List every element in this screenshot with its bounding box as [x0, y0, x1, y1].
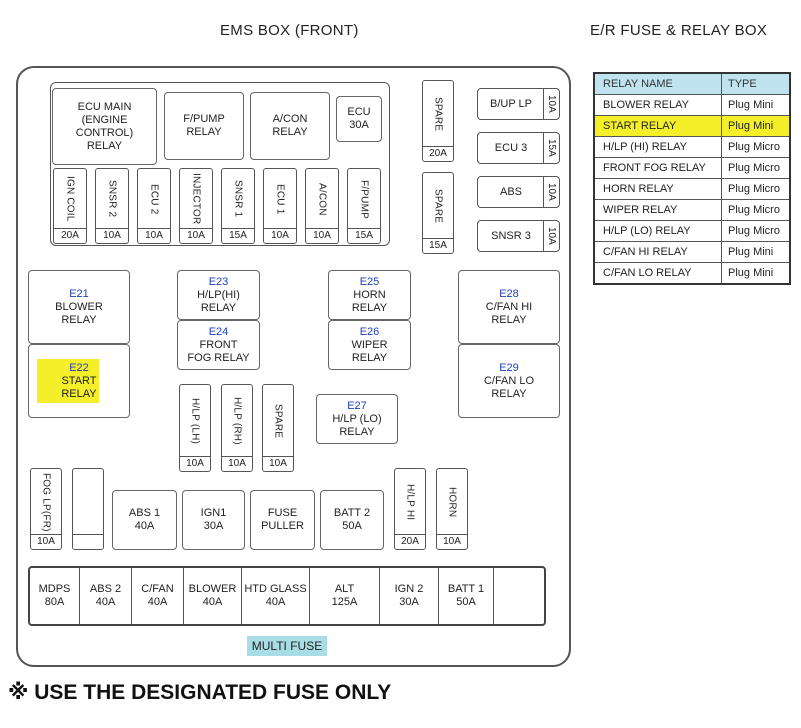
fuse-ecu-1 — [263, 168, 297, 244]
table-row — [594, 242, 790, 263]
relay-e21-code: E21 — [69, 287, 89, 300]
block-ign1-line2: 30A — [203, 520, 224, 532]
multi-fuse-batt-1-line2: 50A — [456, 596, 476, 608]
relay-e29-line2: RELAY — [491, 387, 527, 400]
fuse-hlp-hi-label: H/LP HI — [404, 483, 416, 521]
fuse-hlp-rh-label: H/LP (RH) — [231, 397, 243, 445]
fuse-spare-20a-label: SPARE — [432, 96, 444, 132]
multi-fuse-batt-1-line1: BATT 1 — [447, 583, 485, 595]
relay-e21-line1: BLOWER — [55, 300, 103, 313]
ems-box-title: EMS BOX (FRONT) — [220, 22, 359, 39]
fpump-relay-line2: RELAY — [186, 126, 222, 138]
fuse-ecu-3-label: ECU 3 — [494, 141, 528, 154]
relay-e25-line1: HORN — [353, 288, 386, 301]
relay-e27-line1: H/LP (LO) — [332, 412, 382, 425]
multi-fuse-cfan — [132, 568, 184, 624]
relay-row-name: FRONT FOG RELAY — [594, 158, 722, 179]
block-batt-2-line1: BATT 2 — [333, 507, 371, 519]
relay-e28-line2: RELAY — [491, 313, 527, 326]
relay-name-header: RELAY NAME — [594, 73, 722, 95]
acon-relay-line1: A/CON — [272, 113, 308, 125]
er-box-title: E/R FUSE & RELAY BOX — [590, 22, 768, 39]
multi-fuse-blower — [184, 568, 242, 624]
table-row — [594, 263, 790, 285]
relay-e22-start — [28, 344, 130, 418]
fuse-hlp-lh-amp: 10A — [180, 456, 210, 471]
ecu-30a-fuse — [336, 96, 382, 142]
fuse-spare-20a-amp: 20A — [423, 146, 453, 161]
fuse-hlp-hi-amp: 20A — [395, 534, 425, 549]
fuse-ecu-1-amp: 10A — [264, 228, 296, 243]
designated-fuse-notice: ※ USE THE DESIGNATED FUSE ONLY — [8, 681, 392, 704]
fuse-snsr-3 — [477, 220, 560, 252]
relay-row-type: Plug Micro — [722, 179, 791, 200]
multi-fuse-htd-glass-line2: 40A — [265, 596, 286, 608]
ecu-main-relay — [52, 88, 157, 165]
relay-e28-line1: C/FAN HI — [485, 300, 533, 313]
fuse-fog-lp-fr-amp: 10A — [31, 534, 61, 549]
multi-fuse-cfan-line2: 40A — [147, 596, 168, 608]
relay-e29-cfan-lo — [458, 344, 560, 418]
relay-e28-cfan-hi — [458, 270, 560, 344]
fuse-ecu-2 — [137, 168, 171, 244]
multi-fuse-alt — [310, 568, 380, 624]
table-row — [594, 179, 790, 200]
fuse-injector — [179, 168, 213, 244]
fuse-spare-10a-label: SPARE — [272, 403, 284, 439]
relay-row-type: Plug Micro — [722, 137, 791, 158]
relay-e23-hlp-hi — [177, 270, 260, 320]
relay-e27-hlp-lo — [316, 394, 398, 444]
relay-e26-line1: WIPER — [351, 338, 388, 351]
relay-row-type: Plug Micro — [722, 221, 791, 242]
relay-e21-blower — [28, 270, 130, 344]
acon-relay-line2: RELAY — [272, 126, 308, 138]
block-abs-1-line1: ABS 1 — [128, 507, 161, 519]
relay-e22-code: E22 — [69, 361, 89, 374]
fuse-acon-label: A/CON — [316, 182, 328, 216]
table-row — [594, 95, 790, 116]
fuse-bup-lp-label: B/UP LP — [490, 97, 532, 110]
multi-fuse-htd-glass — [242, 568, 310, 624]
relay-e26-wiper — [328, 320, 411, 370]
fuse-spare-10a-amp: 10A — [263, 456, 293, 471]
relay-e28-code: E28 — [499, 287, 519, 300]
relay-e29-line1: C/FAN LO — [483, 374, 535, 387]
relay-e21-line2: RELAY — [61, 313, 97, 326]
fuse-acon-amp: 10A — [306, 228, 338, 243]
fuse-horn-label: HORN — [446, 486, 458, 518]
relay-row-type: Plug Micro — [722, 200, 791, 221]
block-batt-2-line2: 50A — [342, 520, 362, 532]
multi-fuse-batt-1 — [439, 568, 494, 624]
fuse-snsr-1-amp: 15A — [222, 228, 254, 243]
fuse-hlp-rh-amp: 10A — [222, 456, 252, 471]
fuse-bup-lp-amp: 10A — [546, 95, 557, 113]
fpump-relay-line1: F/PUMP — [183, 113, 225, 125]
multi-fuse-strip — [28, 566, 546, 626]
multi-fuse-blower-line2: 40A — [202, 596, 223, 608]
fuse-hlp-lh-label: H/LP (LH) — [189, 397, 201, 445]
fuse-ecu-2-amp: 10A — [138, 228, 170, 243]
fuse-snsr-2-label: SNSR 2 — [106, 180, 118, 218]
multi-fuse-alt-line1: ALT — [334, 583, 355, 595]
relay-row-name: START RELAY — [594, 116, 722, 137]
relay-e24-line2: FOG RELAY — [187, 351, 250, 364]
multi-fuse-abs-2 — [80, 568, 132, 624]
fuse-snsr-3-amp: 10A — [546, 227, 557, 245]
multi-fuse-mdps-line1: MDPS — [38, 583, 71, 595]
fuse-snsr-1-label: SNSR 1 — [232, 180, 244, 218]
relay-row-type: Plug Mini — [722, 116, 791, 137]
relay-e27-line2: RELAY — [339, 425, 375, 438]
fuse-spare-15a — [422, 172, 454, 254]
multi-fuse-ign-2 — [380, 568, 439, 624]
block-batt-2 — [320, 490, 384, 550]
table-row — [594, 200, 790, 221]
fuse-ign-coil-label: IGN COIL — [64, 176, 76, 222]
table-row — [594, 137, 790, 158]
fuse-ign-coil-amp: 20A — [54, 228, 86, 243]
multi-fuse-mdps — [30, 568, 80, 624]
relay-type-header: TYPE — [722, 73, 791, 95]
fuse-spare-10a — [262, 384, 294, 472]
multi-fuse-ign-2-line1: IGN 2 — [394, 583, 424, 595]
fuse-spare-15a-amp: 15A — [423, 238, 453, 253]
fuse-hlp-lh — [179, 384, 211, 472]
relay-row-type: Plug Mini — [722, 95, 791, 116]
block-abs-1-line2: 40A — [134, 520, 155, 532]
fuse-ecu-2-label: ECU 2 — [148, 183, 160, 215]
fuse-injector-amp: 10A — [180, 228, 212, 243]
relay-type-table — [593, 72, 791, 285]
empty-fuse-slot-base — [73, 534, 103, 549]
relay-row-name: C/FAN HI RELAY — [594, 242, 722, 263]
relay-e22-line2: RELAY — [61, 387, 97, 400]
fuse-ecu-3-amp: 15A — [546, 139, 557, 157]
relay-row-name: BLOWER RELAY — [594, 95, 722, 116]
fuse-ign-coil — [53, 168, 87, 244]
block-fuse-puller-line2: PULLER — [261, 520, 304, 532]
multi-fuse-alt-line2: 125A — [331, 596, 358, 608]
fuse-fpump — [347, 168, 381, 244]
block-fuse-puller-line1: FUSE — [267, 507, 298, 519]
fuse-abs-label: ABS — [499, 185, 522, 198]
ecu-30a-line2: 30A — [349, 119, 369, 131]
fuse-horn — [436, 468, 468, 550]
fuse-acon — [305, 168, 339, 244]
relay-row-name: H/LP (LO) RELAY — [594, 221, 722, 242]
relay-e26-line2: RELAY — [351, 351, 388, 364]
relay-e24-front-fog — [177, 320, 260, 370]
relay-e23-line1: H/LP(HI) — [197, 288, 240, 301]
multi-fuse-abs-2-line1: ABS 2 — [89, 583, 122, 595]
relay-row-name: WIPER RELAY — [594, 200, 722, 221]
table-row — [594, 221, 790, 242]
block-fuse-puller — [250, 490, 315, 550]
fuse-fog-lp-fr-label: FOG LP(FR) — [40, 472, 52, 532]
fuse-ecu-1-label: ECU 1 — [274, 183, 286, 215]
ecu-main-line1: ECU MAIN — [77, 100, 132, 113]
multi-fuse-abs-2-line2: 40A — [95, 596, 116, 608]
relay-row-type: Plug Mini — [722, 242, 791, 263]
fuse-fpump-label: F/PUMP — [358, 179, 370, 219]
fuse-fpump-amp: 15A — [348, 228, 380, 243]
ecu-main-line3: RELAY — [86, 139, 123, 152]
relay-row-name: HORN RELAY — [594, 179, 722, 200]
acon-relay — [250, 92, 330, 160]
relay-e26-code: E26 — [359, 325, 380, 338]
relay-table-header — [594, 73, 790, 95]
empty-fuse-slot — [72, 468, 104, 550]
multi-fuse-ign-2-line2: 30A — [399, 596, 419, 608]
relay-e29-code: E29 — [499, 361, 519, 374]
relay-row-type: Plug Micro — [722, 158, 791, 179]
fuse-spare-15a-label: SPARE — [432, 188, 444, 224]
relay-e25-code: E25 — [359, 275, 380, 288]
relay-row-name: C/FAN LO RELAY — [594, 263, 722, 285]
fuse-injector-label: INJECTOR — [190, 173, 202, 225]
fuse-hlp-rh — [221, 384, 253, 472]
multi-fuse-label: MULTI FUSE — [247, 636, 327, 656]
multi-fuse-blower-line1: BLOWER — [188, 583, 237, 595]
multi-fuse-empty — [494, 568, 544, 624]
fuse-snsr-2 — [95, 168, 129, 244]
fuse-snsr-1 — [221, 168, 255, 244]
relay-row-type: Plug Mini — [722, 263, 791, 285]
table-row-highlighted — [594, 116, 790, 137]
fuse-spare-20a — [422, 80, 454, 162]
multi-fuse-cfan-line1: C/FAN — [141, 583, 174, 595]
relay-e22-line1: START — [61, 374, 97, 387]
fpump-relay — [164, 92, 244, 160]
fuse-abs-amp: 10A — [546, 183, 557, 201]
fuse-bup-lp — [477, 88, 560, 120]
fuse-fog-lp-fr — [30, 468, 62, 550]
fuse-hlp-hi — [394, 468, 426, 550]
relay-e23-line2: RELAY — [200, 301, 237, 314]
relay-row-name: H/LP (HI) RELAY — [594, 137, 722, 158]
block-ign1-line1: IGN1 — [200, 507, 227, 519]
block-abs-1 — [112, 490, 177, 550]
fuse-abs — [477, 176, 560, 208]
relay-e23-code: E23 — [208, 275, 229, 288]
multi-fuse-mdps-line2: 80A — [44, 596, 65, 608]
relay-e27-code: E27 — [347, 399, 367, 412]
relay-e25-line2: RELAY — [351, 301, 388, 314]
relay-e24-line1: FRONT — [199, 338, 238, 351]
ecu-30a-line1: ECU — [347, 106, 371, 118]
relay-e25-horn — [328, 270, 411, 320]
multi-fuse-htd-glass-line1: HTD GLASS — [244, 583, 307, 595]
table-row — [594, 158, 790, 179]
fuse-snsr-3-label: SNSR 3 — [491, 229, 531, 242]
fuse-horn-amp: 10A — [437, 534, 467, 549]
block-ign1 — [182, 490, 245, 550]
fuse-snsr-2-amp: 10A — [96, 228, 128, 243]
fuse-ecu-3 — [477, 132, 560, 164]
relay-e24-code: E24 — [208, 325, 229, 338]
ecu-main-line2: (ENGINE CONTROL) — [75, 113, 134, 139]
